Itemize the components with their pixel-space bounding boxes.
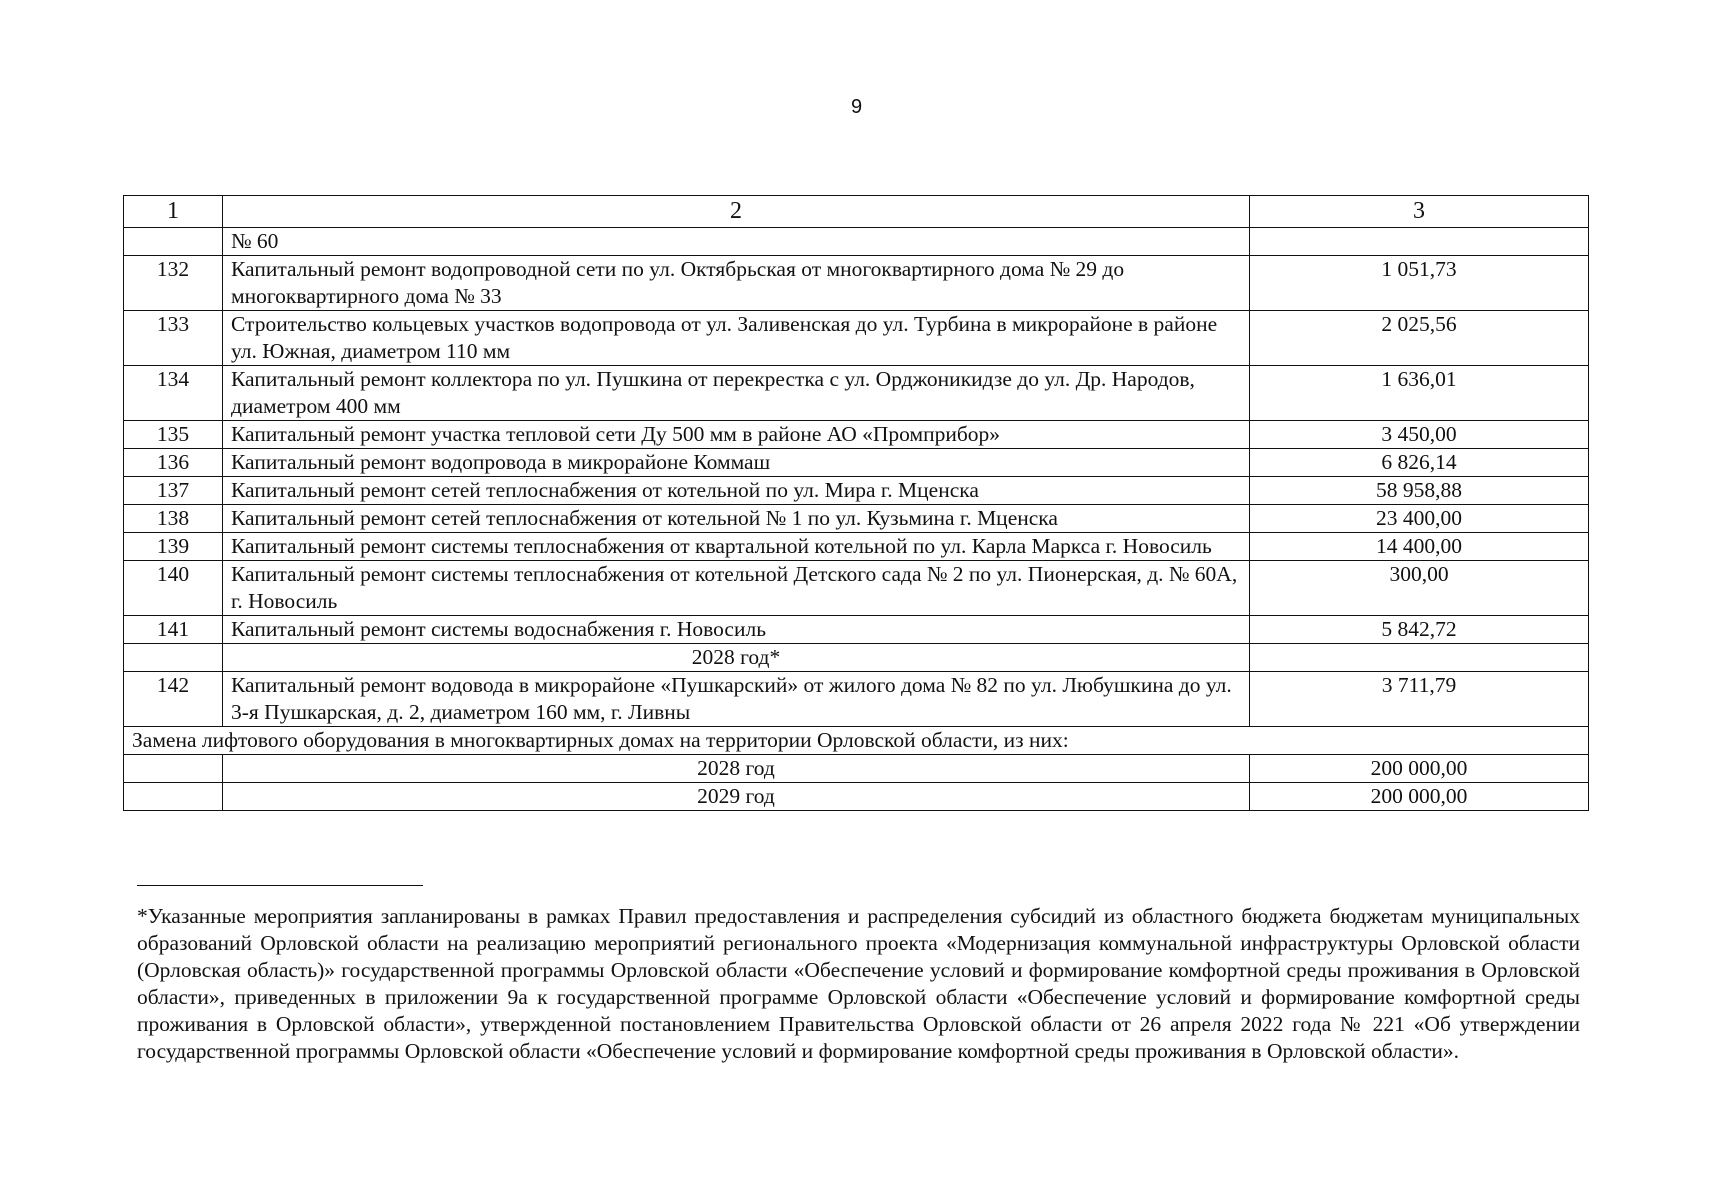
- program-table: [123, 195, 1589, 811]
- row-number: 142: [124, 672, 223, 727]
- row-amount: 2 025,56: [1250, 311, 1589, 366]
- table-row: [124, 311, 1589, 366]
- row-amount: 14 400,00: [1250, 533, 1589, 561]
- year-label: 2029 год: [223, 783, 1250, 811]
- row-number: 136: [124, 449, 223, 477]
- row-number: 140: [124, 561, 223, 616]
- row-description: № 60: [223, 228, 1250, 256]
- row-amount: 300,00: [1250, 561, 1589, 616]
- row-number: 137: [124, 477, 223, 505]
- section-header-row: [124, 727, 1589, 755]
- table-row: [124, 421, 1589, 449]
- row-number: 135: [124, 421, 223, 449]
- row-amount: 1 051,73: [1250, 256, 1589, 311]
- column-header: 1: [124, 196, 223, 228]
- row-amount: 5 842,72: [1250, 616, 1589, 644]
- row-description: Строительство кольцевых участков водопровода от ул. Заливенская до ул. Турбина в микрорайоне в районе ул. Южная, диаметром 110 мм: [223, 311, 1250, 366]
- row-amount: 3 450,00: [1250, 421, 1589, 449]
- year-subheader: 2028 год*: [223, 644, 1250, 672]
- row-description: Капитальный ремонт сетей теплоснабжения от котельной № 1 по ул. Кузьмина г. Мценска: [223, 505, 1250, 533]
- year-total-row: [124, 783, 1589, 811]
- row-description: Капитальный ремонт сетей теплоснабжения от котельной по ул. Мира г. Мценска: [223, 477, 1250, 505]
- table-row: [124, 256, 1589, 311]
- row-amount: 3 711,79: [1250, 672, 1589, 727]
- row-number: 138: [124, 505, 223, 533]
- year-amount: 200 000,00: [1250, 755, 1589, 783]
- row-description: Капитальный ремонт коллектора по ул. Пушкина от перекрестка с ул. Орджоникидзе до ул. Др. Народов, диаметром 400 мм: [223, 366, 1250, 421]
- row-amount: 1 636,01: [1250, 366, 1589, 421]
- year-label: 2028 год: [223, 755, 1250, 783]
- table-row: [124, 366, 1589, 421]
- empty-cell: [124, 783, 223, 811]
- row-number: 132: [124, 256, 223, 311]
- empty-cell: [124, 755, 223, 783]
- column-header: 2: [223, 196, 1250, 228]
- row-amount: [1250, 228, 1589, 256]
- row-number: [124, 228, 223, 256]
- table-row: [124, 672, 1589, 727]
- row-number: 139: [124, 533, 223, 561]
- row-amount: 6 826,14: [1250, 449, 1589, 477]
- row-description: Капитальный ремонт системы теплоснабжения от котельной Детского сада № 2 по ул. Пионерская, д. № 60А, г. Новосиль: [223, 561, 1250, 616]
- year-total-row: [124, 755, 1589, 783]
- footnote: *Указанные мероприятия запланированы в рамках Правил предоставления и распределения субсидий из областного бюджета бюджетам муниципальных образований Орловской области на реализацию мероприятий регионального проекта «Модернизация коммунальной инфраструктуры Орловской области (Орловская область)» государственной программы Орловской области «Обеспечение условий и формирование комфортной среды проживания в Орловской области», приведенных в приложении 9а к государственной программе Орловской области «Обеспечение условий и формирование комфортной среды проживания в Орловской области», утвержденной постановлением Правительства Орловской области от 26 апреля 2022 года № 221 «Об утверждении государственной программы Орловской области «Обеспечение условий и формирование комфортной среды проживания в Орловской области».: [137, 904, 1580, 1063]
- table-row: [124, 505, 1589, 533]
- row-amount: 23 400,00: [1250, 505, 1589, 533]
- table-row: [124, 616, 1589, 644]
- footnote-divider: [137, 885, 423, 886]
- section-title: Замена лифтового оборудования в многоквартирных домах на территории Орловской области, из них:: [124, 727, 1589, 755]
- row-number: 134: [124, 366, 223, 421]
- table-row: [124, 228, 1589, 256]
- row-description: Капитальный ремонт системы теплоснабжения от квартальной котельной по ул. Карла Маркса г. Новосиль: [223, 533, 1250, 561]
- row-description: Капитальный ремонт водопроводной сети по ул. Октябрьская от многоквартирного дома № 29 до многоквартирного дома № 33: [223, 256, 1250, 311]
- row-number: 133: [124, 311, 223, 366]
- table-row: [124, 561, 1589, 616]
- empty-cell: [1250, 644, 1589, 672]
- page-number: 9: [850, 96, 863, 118]
- row-amount: 58 958,88: [1250, 477, 1589, 505]
- table-row: [124, 477, 1589, 505]
- year-amount: 200 000,00: [1250, 783, 1589, 811]
- table-row: [124, 533, 1589, 561]
- row-description: Капитальный ремонт водовода в микрорайоне «Пушкарский» от жилого дома № 82 по ул. Любушкина до ул. 3-я Пушкарская, д. 2, диаметром 160 мм, г. Ливны: [223, 672, 1250, 727]
- row-description: Капитальный ремонт водопровода в микрорайоне Коммаш: [223, 449, 1250, 477]
- empty-cell: [124, 644, 223, 672]
- row-number: 141: [124, 616, 223, 644]
- column-header: 3: [1250, 196, 1589, 228]
- year-subheader-row: [124, 644, 1589, 672]
- row-description: Капитальный ремонт системы водоснабжения г. Новосиль: [223, 616, 1250, 644]
- table-row: [124, 449, 1589, 477]
- table-header-row: [124, 196, 1589, 228]
- row-description: Капитальный ремонт участка тепловой сети Ду 500 мм в районе АО «Промприбор»: [223, 421, 1250, 449]
